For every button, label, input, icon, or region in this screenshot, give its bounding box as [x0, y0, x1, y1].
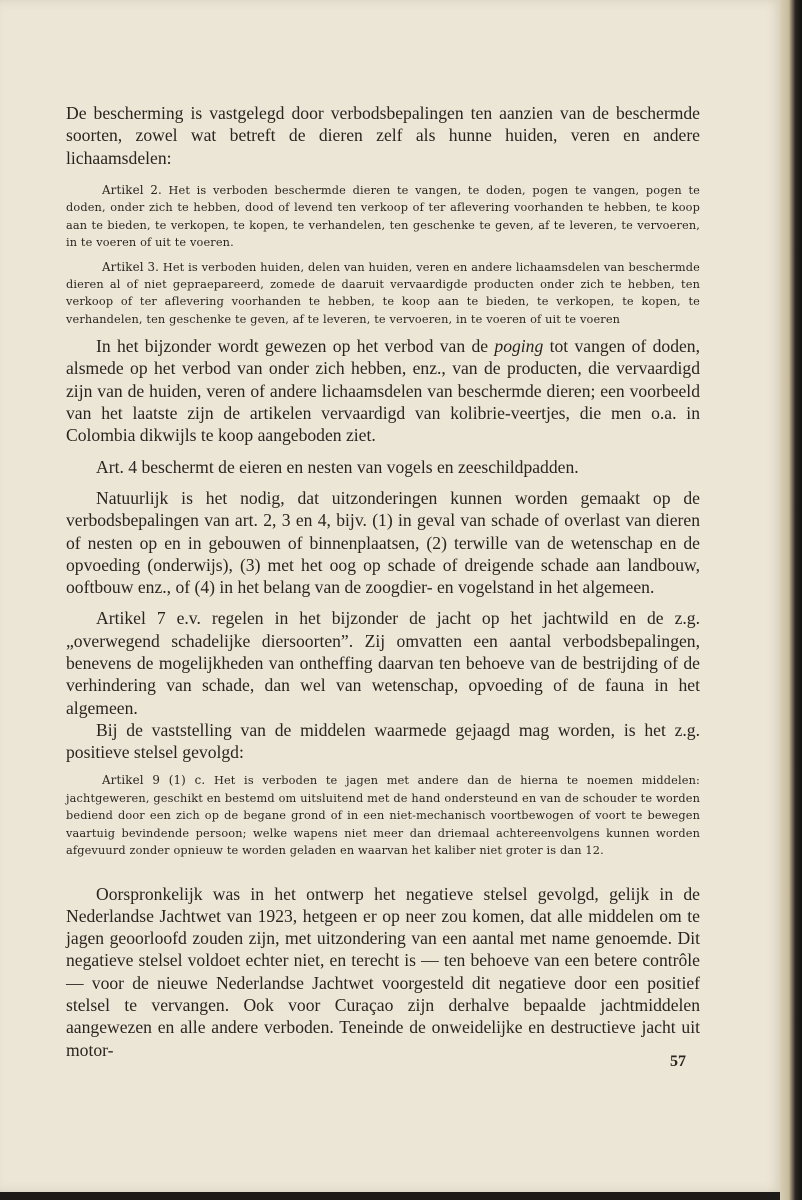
paragraph-poging: In het bijzonder wordt gewezen op het verbod van de poging tot vangen of doden, alsmede op het verbod van onder zich hebben, enz., van de producten, die vervaardigd zijn van de huiden, veren of andere lichaamsdelen van beschermde dieren; een voorbeeld van het laatste zijn de artikelen vervaardigd van kolibrie-veertjes, die men o.a. in Colombia dikwijls te koop aangeboden ziet.	[66, 336, 700, 446]
paragraph-protection-intro: De bescherming is vastgelegd door verbodsbepalingen ten aanzien van de beschermde soorten, zowel wat betreft de dieren zelf als hunne huiden, veren en andere lichaamsdelen:	[66, 103, 700, 168]
quote-article-3	[66, 259, 700, 329]
article-label: Artikel 2.	[102, 182, 162, 197]
emphasis-poging: poging	[494, 336, 544, 357]
article-text: Het is verboden beschermde dieren te vangen, te doden, pogen te vangen, pogen te doden, onder zich te hebben, dood of levend ten verkoop of ter aflevering voorhanden te hebben, te koop aan te bieden, te verkopen, te kopen, te verhandelen, ten geschenke te geven, af te leveren, te vervoeren, in te voeren of uit te voeren.	[66, 183, 700, 250]
article-text: Het is verboden te jagen met andere dan de hierna te noemen middelen: jachtgeweren, geschikt en bestemd om uitsluitend met de hand ondersteund en van de schouder te worden bediend door een zich op de begane grond of in een niet-mechanisch voortbewogen of voort te bewegen vaartuig bevindende persoon; welke wapens niet meer dan driemaal achtereenvolgens kunnen worden afgevuurd zonder opnieuw te worden geladen en waarvan het kaliber niet groter is dan 12.	[66, 774, 700, 858]
article-label: Artikel 9 (1) c.	[102, 773, 206, 788]
paragraph-artikel-7: Artikel 7 e.v. regelen in het bijzonder de jacht op het jachtwild en de z.g. „overwegend schadelijke diersoorten”. Zij omvatten een aantal verbodsbepalingen, benevens de mogelijkheden van ontheffing daarvan ten behoeve van de bestrijding of de verhindering van schade, dan wel van wetenschap, opvoeding of de fauna in het algemeen.	[66, 608, 700, 718]
paragraph-negative-system: Oorspronkelijk was in het ontwerp het negatieve stelsel gevolgd, gelijk in de Nederlandse Jachtwet van 1923, hetgeen er op neer zou komen, dat alle middelen om te jagen geoorloofd zouden zijn, met uitzondering van een aantal met name genoemde. Dit negatieve stelsel voldoet echter niet, en terecht is — ten behoeve van een betere contrôle — voor de nieuwe Nederlandse Jachtwet voorgesteld dit negatieve door een positief stelsel te vervangen. Ook voor Curaçao zijn derhalve bepaalde jachtmiddelen aangewezen en alle andere verboden. Teneinde de onweidelijke en destructieve jacht uit motor-	[66, 883, 700, 1060]
book-spine-edge	[780, 0, 802, 1200]
page-body	[66, 102, 700, 1070]
article-label: Artikel 3.	[102, 259, 160, 274]
page-number: 57	[670, 1053, 686, 1070]
quote-article-2	[66, 182, 700, 252]
paragraph-art-4: Art. 4 beschermt de eieren en nesten van vogels en zeeschildpadden.	[96, 456, 579, 477]
paragraph-positive-system: Bij de vaststelling van de middelen waarmede gejaagd mag worden, is het z.g. positieve stelsel gevolgd:	[66, 719, 700, 763]
article-text: Het is verboden huiden, delen van huiden, veren en andere lichaamsdelen van beschermde dieren al of niet gepraepareerd, zomede de daaruit vervaardigde producten onder zich te hebben, ten verkoop of ter aflevering voorhanden te hebben, te koop aan te bieden, te verkopen, te kopen, te verhandelen, ten geschenke te geven, af te leveren, te vervoeren, in te voeren of uit te voeren	[66, 260, 700, 326]
paragraph-exceptions: Natuurlijk is het nodig, dat uitzonderingen kunnen worden gemaakt op de verbodsbepalingen van art. 2, 3 en 4, bijv. (1) in geval van schade of overlast van dieren of nesten op en in gebouwen of binnenplaatsen, (2) terwille van de wetenschap en de opvoeding (onderwijs), (3) met het oog op schade of dreigende schade aan landbouw, ooftbouw enz., of (4) in het belang van de zoogdier- en vogelstand in het algemeen.	[66, 487, 700, 598]
quote-article-9	[66, 772, 700, 859]
